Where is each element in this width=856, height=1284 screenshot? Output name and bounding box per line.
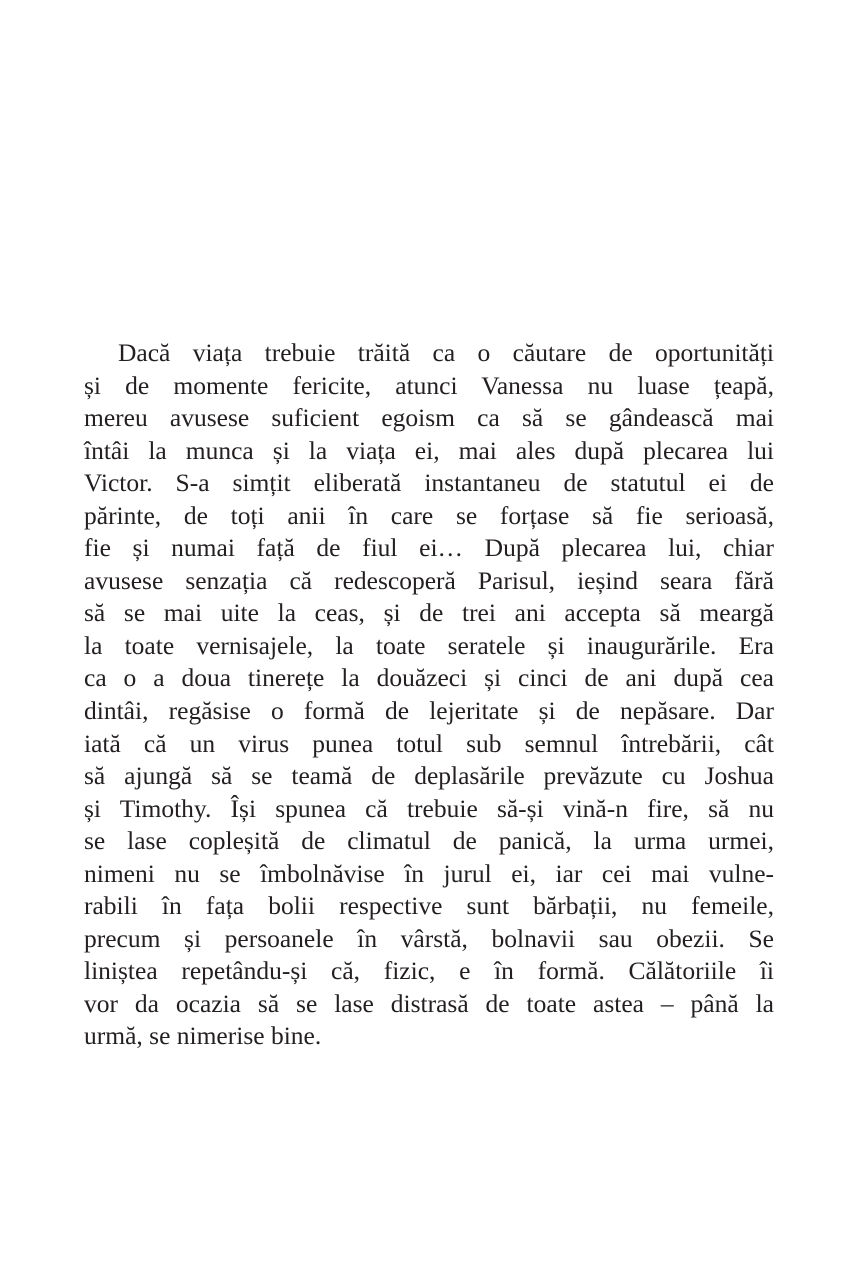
text-line: Dacă viața trebuie trăită ca o căutare de oportunități [118, 338, 774, 367]
text-line: urmă, se nimerise bine. [84, 1021, 322, 1051]
text-line: să se mai uite la ceas, și de trei ani accepta să meargă [84, 598, 774, 628]
text-line: avusese senzația că redescoperă Parisul, ieșind seara fără [84, 565, 774, 595]
text-line: mereu avusese suficient egoism ca să se gândească mai [84, 403, 774, 433]
text-line: nimeni nu se îmbolnăvise în jurul ei, iar cei mai vulne- [84, 858, 774, 888]
text-line: dintâi, regăsise o formă de lejeritate și de nepăsare. Dar [84, 696, 774, 726]
text-line: rabili în fața bolii respective sunt bărbații, nu femeile, [84, 891, 774, 921]
text-line: ca o a doua tinerețe la douăzeci și cinci de ani după cea [84, 663, 774, 693]
text-line: la toate vernisajele, la toate seratele și inaugurările. Era [84, 630, 774, 660]
text-line: părinte, de toți anii în care se forțase să fie serioasă, [84, 500, 774, 530]
text-line: iată că un virus punea totul sub semnul întrebării, cât [84, 728, 774, 758]
text-line: Victor. S-a simțit eliberată instantaneu de statutul ei de [84, 468, 774, 498]
text-line: și Timothy. Își spunea că trebuie să-și vină-n fire, să nu [84, 793, 774, 823]
text-line: vor da ocazia să se lase distrasă de toate astea – până la [84, 988, 774, 1018]
text-line: întâi la munca și la viața ei, mai ales după plecarea lui [84, 435, 774, 465]
text-line: se lase copleșită de climatul de panică, la urma urmei, [84, 826, 774, 856]
text-line: fie și numai față de fiul ei… După plecarea lui, chiar [84, 533, 774, 563]
text-line: precum și persoanele în vârstă, bolnavii sau obezii. Se [84, 923, 774, 953]
text-line: să ajungă să se teamă de deplasările prevăzute cu Joshua [84, 761, 774, 791]
body-paragraph [84, 337, 774, 1053]
text-line: liniștea repetându-și că, fizic, e în formă. Călătoriile îi [84, 956, 774, 986]
text-line: și de momente fericite, atunci Vanessa nu luase țeapă, [84, 370, 774, 400]
